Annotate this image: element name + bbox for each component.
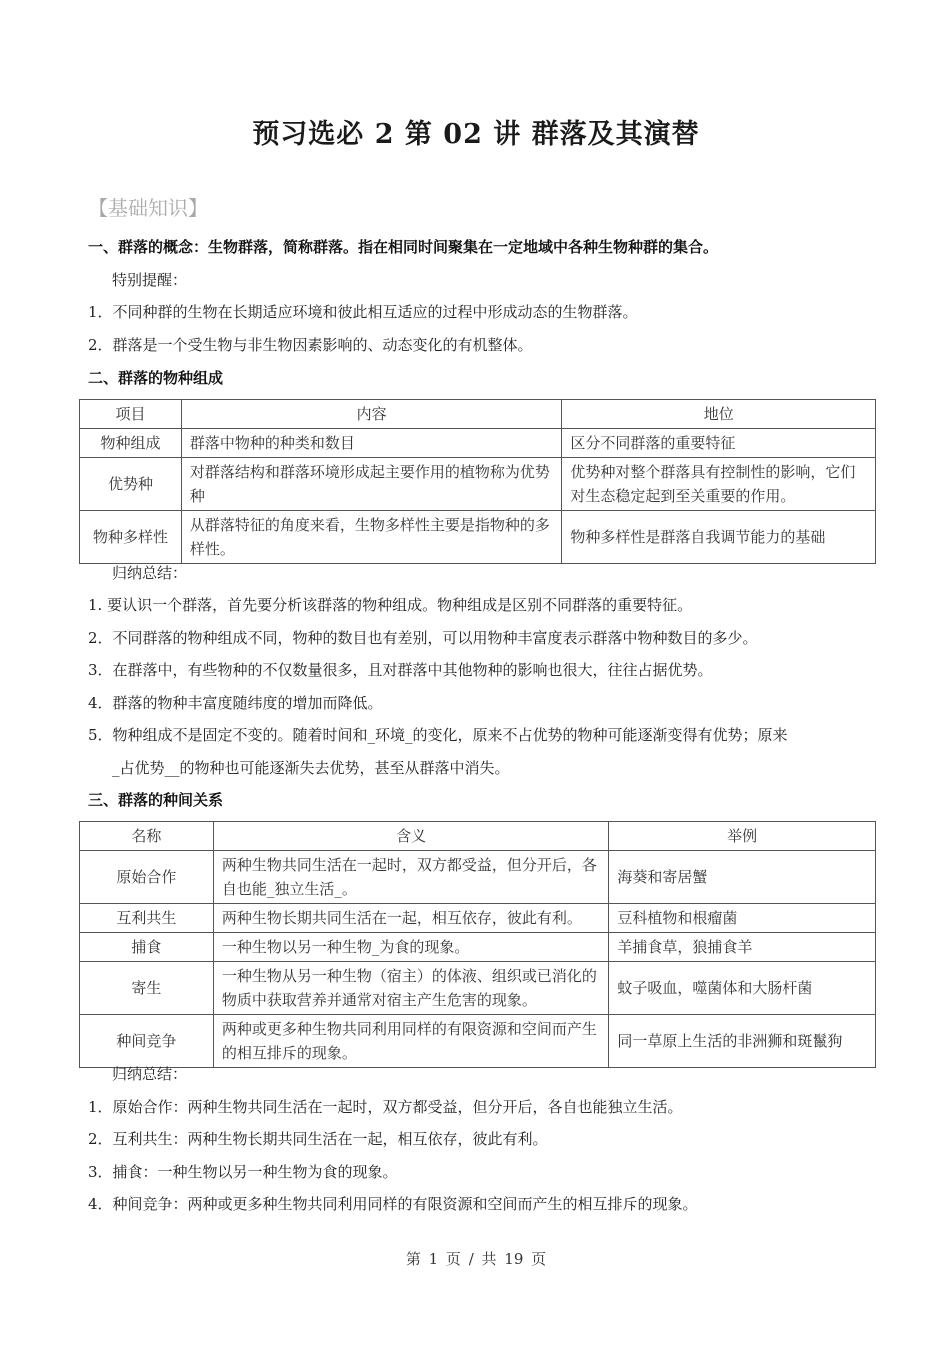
- table-header: 含义: [213, 822, 608, 851]
- table-cell: 优势种: [80, 458, 182, 511]
- table-cell: 两种或更多种生物共同利用同样的有限资源和空间而产生的相互排斥的现象。: [213, 1015, 608, 1068]
- table-cell: 区分不同群落的重要特征: [562, 429, 876, 458]
- table-cell: 一种生物从另一种生物（宿主）的体液、组织或已消化的物质中获取营养并通常对宿主产生危害的现象。: [213, 962, 608, 1015]
- table-cell: 物种多样性: [80, 511, 182, 564]
- table-row: [80, 458, 876, 511]
- table-header: 项目: [80, 400, 182, 429]
- table-cell: 同一草原上生活的非洲狮和斑鬣狗: [609, 1015, 876, 1068]
- table-row: [80, 1015, 876, 1068]
- composition-summary-item: 4．群落的物种丰富度随纬度的增加而降低。: [88, 694, 383, 712]
- table-header: 举例: [609, 822, 876, 851]
- table-row: [80, 429, 876, 458]
- table-cell: 两种生物长期共同生活在一起，相互依存，彼此有利。: [213, 904, 608, 933]
- table-header: 地位: [562, 400, 876, 429]
- composition-table: [79, 399, 876, 564]
- table-header-row: [80, 400, 876, 429]
- table-cell: 豆科植物和根瘤菌: [609, 904, 876, 933]
- interspecific-heading: 三、群落的种间关系: [88, 791, 224, 809]
- table-cell: 海葵和寄居蟹: [609, 851, 876, 904]
- composition-summary-item: _占优势__的物种也可能逐渐失去优势，甚至从群落中消失。: [112, 759, 510, 777]
- interspecific-table: [79, 821, 876, 1068]
- concept-note: 2．群落是一个受生物与非生物因素影响的、动态变化的有机整体。: [88, 336, 533, 354]
- composition-summary-item: 2．不同群落的物种组成不同，物种的数目也有差别，可以用物种丰富度表示群落中物种数目的多少。: [88, 629, 758, 647]
- table-cell: 物种多样性是群落自我调节能力的基础: [562, 511, 876, 564]
- table-cell: 互利共生: [80, 904, 214, 933]
- table-cell: 原始合作: [80, 851, 214, 904]
- table-cell: 羊捕食草，狼捕食羊: [609, 933, 876, 962]
- table-row: [80, 511, 876, 564]
- table-row: [80, 962, 876, 1015]
- page-title: 预习选必 2 第 02 讲 群落及其演替: [252, 119, 700, 150]
- interspecific-summary-item: 2．互利共生：两种生物长期共同生活在一起，相互依存，彼此有利。: [88, 1130, 548, 1148]
- concept-note: 1．不同种群的生物在长期适应环境和彼此相互适应的过程中形成动态的生物群落。: [88, 303, 638, 321]
- interspecific-summary-label: 归纳总结：: [112, 1065, 188, 1083]
- table-row: [80, 933, 876, 962]
- page-indicator: 第 1 页 / 共 19 页: [405, 1250, 547, 1268]
- table-cell: 优势种对整个群落具有控制性的影响，它们对生态稳定起到至关重要的作用。: [562, 458, 876, 511]
- table-cell: 寄生: [80, 962, 214, 1015]
- composition-summary-item: 5．物种组成不是固定不变的。随着时间和_环境_的变化，原来不占优势的物种可能逐渐变得有优势；原来: [88, 726, 788, 744]
- table-row: [80, 904, 876, 933]
- table-cell: 物种组成: [80, 429, 182, 458]
- concept-note-label: 特别提醒：: [112, 271, 188, 289]
- composition-summary-label: 归纳总结：: [112, 564, 188, 582]
- table-cell: 蚊子吸血，噬菌体和大肠杆菌: [609, 962, 876, 1015]
- table-row: [80, 851, 876, 904]
- table-header: 内容: [181, 400, 562, 429]
- composition-summary-item: 3．在群落中，有些物种的不仅数量很多，且对群落中其他物种的影响也很大，往往占据优势。: [88, 661, 713, 679]
- table-header-row: [80, 822, 876, 851]
- table-cell: 从群落特征的角度来看，生物多样性主要是指物种的多样性。: [181, 511, 562, 564]
- table-cell: 一种生物以另一种生物_为食的现象。: [213, 933, 608, 962]
- composition-heading: 二、群落的物种组成: [88, 369, 224, 387]
- table-cell: 群落中物种的种类和数目: [181, 429, 562, 458]
- section-tag: 【基础知识】: [88, 196, 208, 220]
- table-cell: 两种生物共同生活在一起时，双方都受益，但分开后，各自也能_独立生活_。: [213, 851, 608, 904]
- composition-summary-item: 1. 要认识一个群落，首先要分析该群落的物种组成。物种组成是区别不同群落的重要特征。: [88, 596, 693, 614]
- table-cell: 种间竞争: [80, 1015, 214, 1068]
- table-cell: 对群落结构和群落环境形成起主要作用的植物称为优势种: [181, 458, 562, 511]
- interspecific-summary-item: 3．捕食：一种生物以另一种生物为食的现象。: [88, 1163, 398, 1181]
- table-cell: 捕食: [80, 933, 214, 962]
- table-header: 名称: [80, 822, 214, 851]
- interspecific-summary-item: 4．种间竞争：两种或更多种生物共同利用同样的有限资源和空间而产生的相互排斥的现象。: [88, 1195, 698, 1213]
- interspecific-summary-item: 1．原始合作：两种生物共同生活在一起时，双方都受益，但分开后，各自也能独立生活。: [88, 1098, 683, 1116]
- concept-heading: 一、群落的概念：生物群落，简称群落。指在相同时间聚集在一定地域中各种生物种群的集合。: [88, 238, 719, 256]
